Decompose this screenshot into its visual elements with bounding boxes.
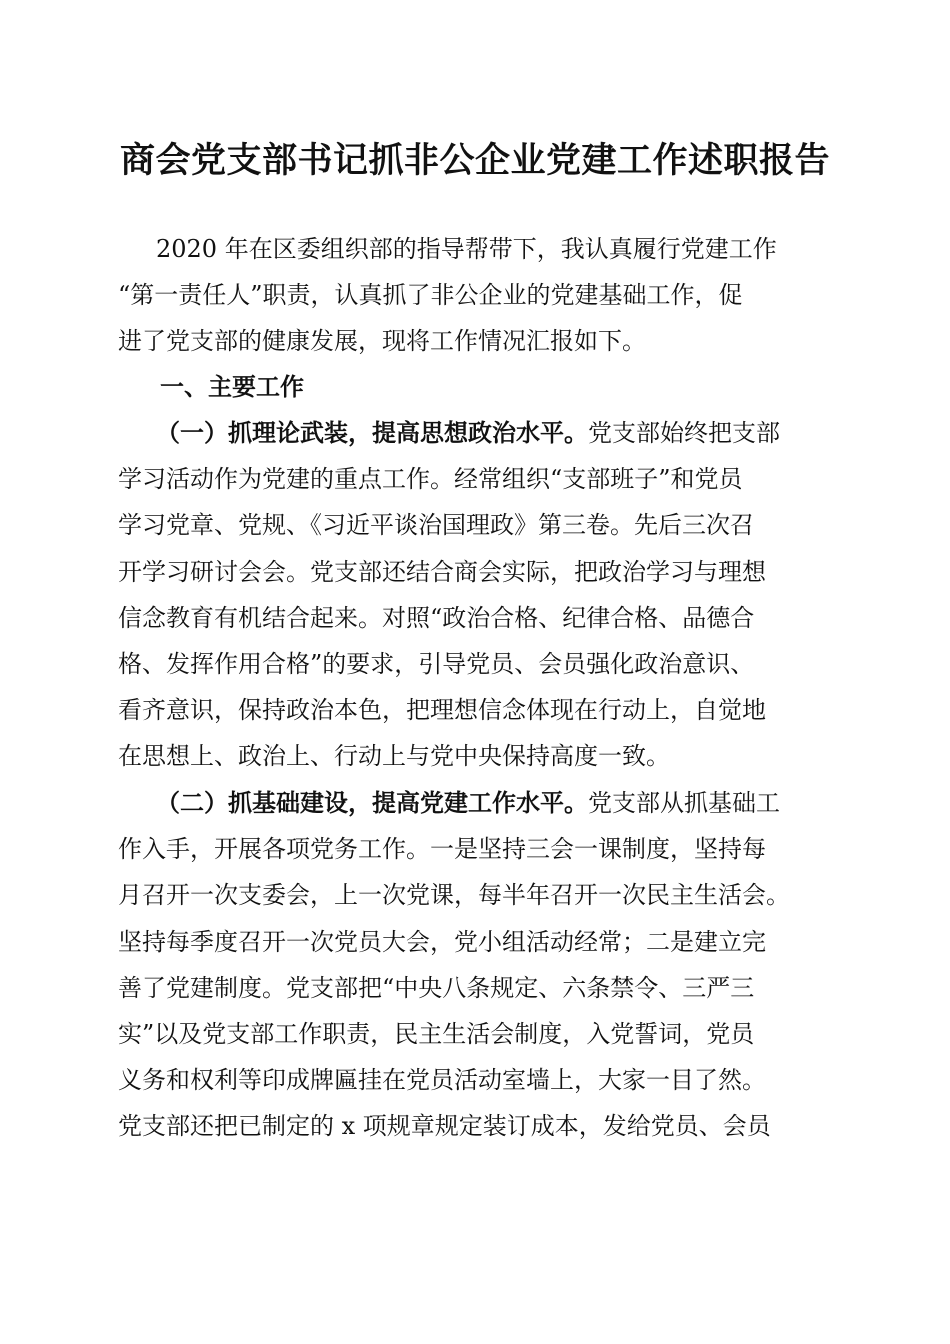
- text-line: 坚持每季度召开一次党员大会，党小组活动经常；二是建立完: [118, 927, 766, 956]
- text-line: 善了党建制度。党支部把“中央八条规定、六条禁令、三严三: [118, 973, 755, 1002]
- text-line: 义务和权利等印成牌匾挂在党员活动室墙上，大家一目了然。: [118, 1066, 766, 1095]
- text-line: 学习活动作为党建的重点工作。经常组织“支部班子”和党员: [118, 465, 743, 494]
- text-line: 开学习研讨会会。党支部还结合商会实际，把政治学习与理想: [118, 557, 766, 586]
- text-line: 实”以及党支部工作职责，民主生活会制度，入党誓词，党员: [118, 1019, 755, 1048]
- text-line: 作入手，开展各项党务工作。一是坚持三会一课制度，坚持每: [118, 835, 766, 864]
- text-line: [118, 410, 830, 456]
- text-line: 月召开一次支委会，上一次党课，每半年召开一次民主生活会。: [118, 881, 790, 910]
- intro-paragraph: [118, 226, 830, 365]
- text-line: 2020 年在区委组织部的指导帮带下，我认真履行党建工作: [156, 235, 777, 263]
- document-title: 商会党支部书记抓非公企业党建工作述职报告: [119, 140, 830, 181]
- paragraph-part-2: [118, 780, 830, 1150]
- text-line: 格、发挥作用合格”的要求，引导党员、会员强化政治意识、: [118, 649, 755, 678]
- text-run: 党支部始终把支部: [588, 419, 780, 447]
- text-line: 党支部还把已制定的 x 项规章规定装订成本，发给党员、会员: [118, 1112, 771, 1141]
- text-line: [118, 780, 830, 826]
- paragraph-lead: （一）抓理论武装，提高思想政治水平。: [156, 419, 588, 447]
- text-run: 党支部从抓基础工: [588, 789, 780, 817]
- text-line: 进了党支部的健康发展，现将工作情况汇报如下。: [118, 327, 646, 356]
- text-line: 看齐意识，保持政治本色，把理想信念体现在行动上，自觉地: [118, 696, 766, 725]
- text-line: 学习党章、党规、《习近平谈治国理政》第三卷。先后三次召: [118, 511, 754, 540]
- paragraph-part-1: [118, 410, 830, 780]
- text-line: “第一责任人”职责，认真抓了非公企业的党建基础工作，促: [118, 281, 743, 310]
- text-line: 信念教育有机结合起来。对照“政治合格、纪律合格、品德合: [118, 603, 755, 632]
- paragraph-lead: （二）抓基础建设，提高党建工作水平。: [156, 789, 588, 817]
- section-heading: 一、主要工作: [160, 373, 304, 401]
- text-line: 在思想上、政治上、行动上与党中央保持高度一致。: [118, 742, 670, 771]
